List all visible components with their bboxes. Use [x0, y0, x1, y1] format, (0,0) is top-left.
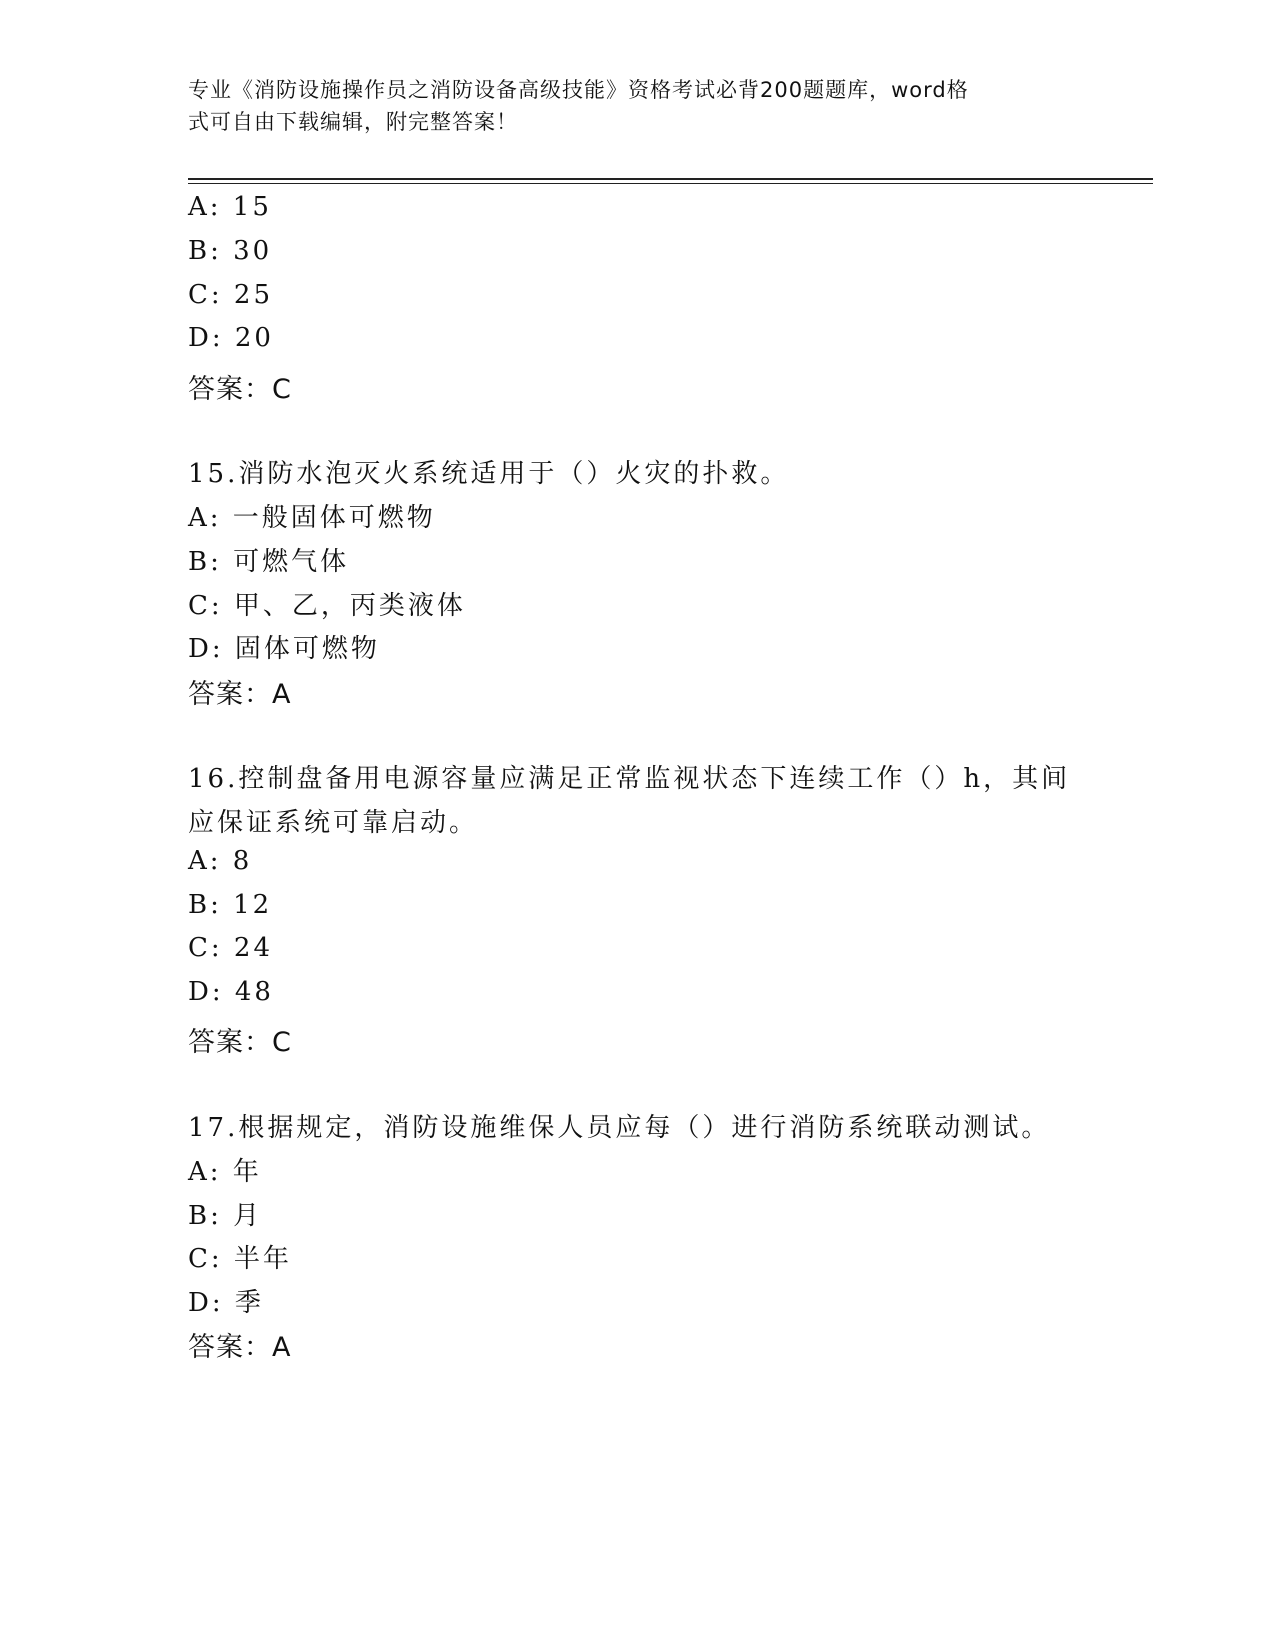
header-divider-thick	[188, 178, 1153, 180]
q17-option-d: D: 季	[188, 1288, 264, 1318]
q14-option-c: C: 25	[188, 280, 274, 310]
q16-option-d: D: 48	[188, 977, 274, 1007]
q15-option-b: B: 可燃气体	[188, 547, 350, 577]
q17-answer: 答案：A	[188, 1332, 292, 1363]
q17-option-b: B: 月	[188, 1201, 263, 1231]
q14-option-b: B: 30	[188, 236, 273, 266]
q16-question-line-2: 应保证系统可靠启动。	[188, 808, 479, 838]
header-line-1: 专业《消防设施操作员之消防设备高级技能》资格考试必背200题题库，word格	[188, 78, 969, 102]
q15-question: 15.消防水泡灭火系统适用于（）火灾的扑救。	[188, 459, 790, 489]
q16-question-line-1: 16.控制盘备用电源容量应满足正常监视状态下连续工作（）h，其间	[188, 764, 1071, 794]
q14-answer: 答案：C	[188, 374, 292, 405]
q14-option-d: D: 20	[188, 323, 274, 353]
q15-answer: 答案：A	[188, 679, 292, 710]
q17-option-c: C: 半年	[188, 1244, 292, 1274]
q17-option-a: A: 年	[188, 1157, 262, 1187]
q16-option-a: A: 8	[188, 846, 253, 876]
header-divider-thin	[188, 183, 1153, 184]
q16-option-b: B: 12	[188, 890, 273, 920]
q15-option-d: D: 固体可燃物	[188, 634, 380, 664]
header-line-2: 式可自由下载编辑，附完整答案！	[188, 110, 518, 134]
document-header	[188, 74, 1068, 138]
q15-option-c: C: 甲、乙，丙类液体	[188, 591, 466, 621]
q16-answer: 答案：C	[188, 1027, 292, 1058]
q16-option-c: C: 24	[188, 933, 274, 963]
q15-option-a: A: 一般固体可燃物	[188, 503, 436, 533]
q17-question: 17.根据规定，消防设施维保人员应每（）进行消防系统联动测试。	[188, 1113, 1051, 1143]
q14-option-a: A: 15	[188, 192, 272, 222]
